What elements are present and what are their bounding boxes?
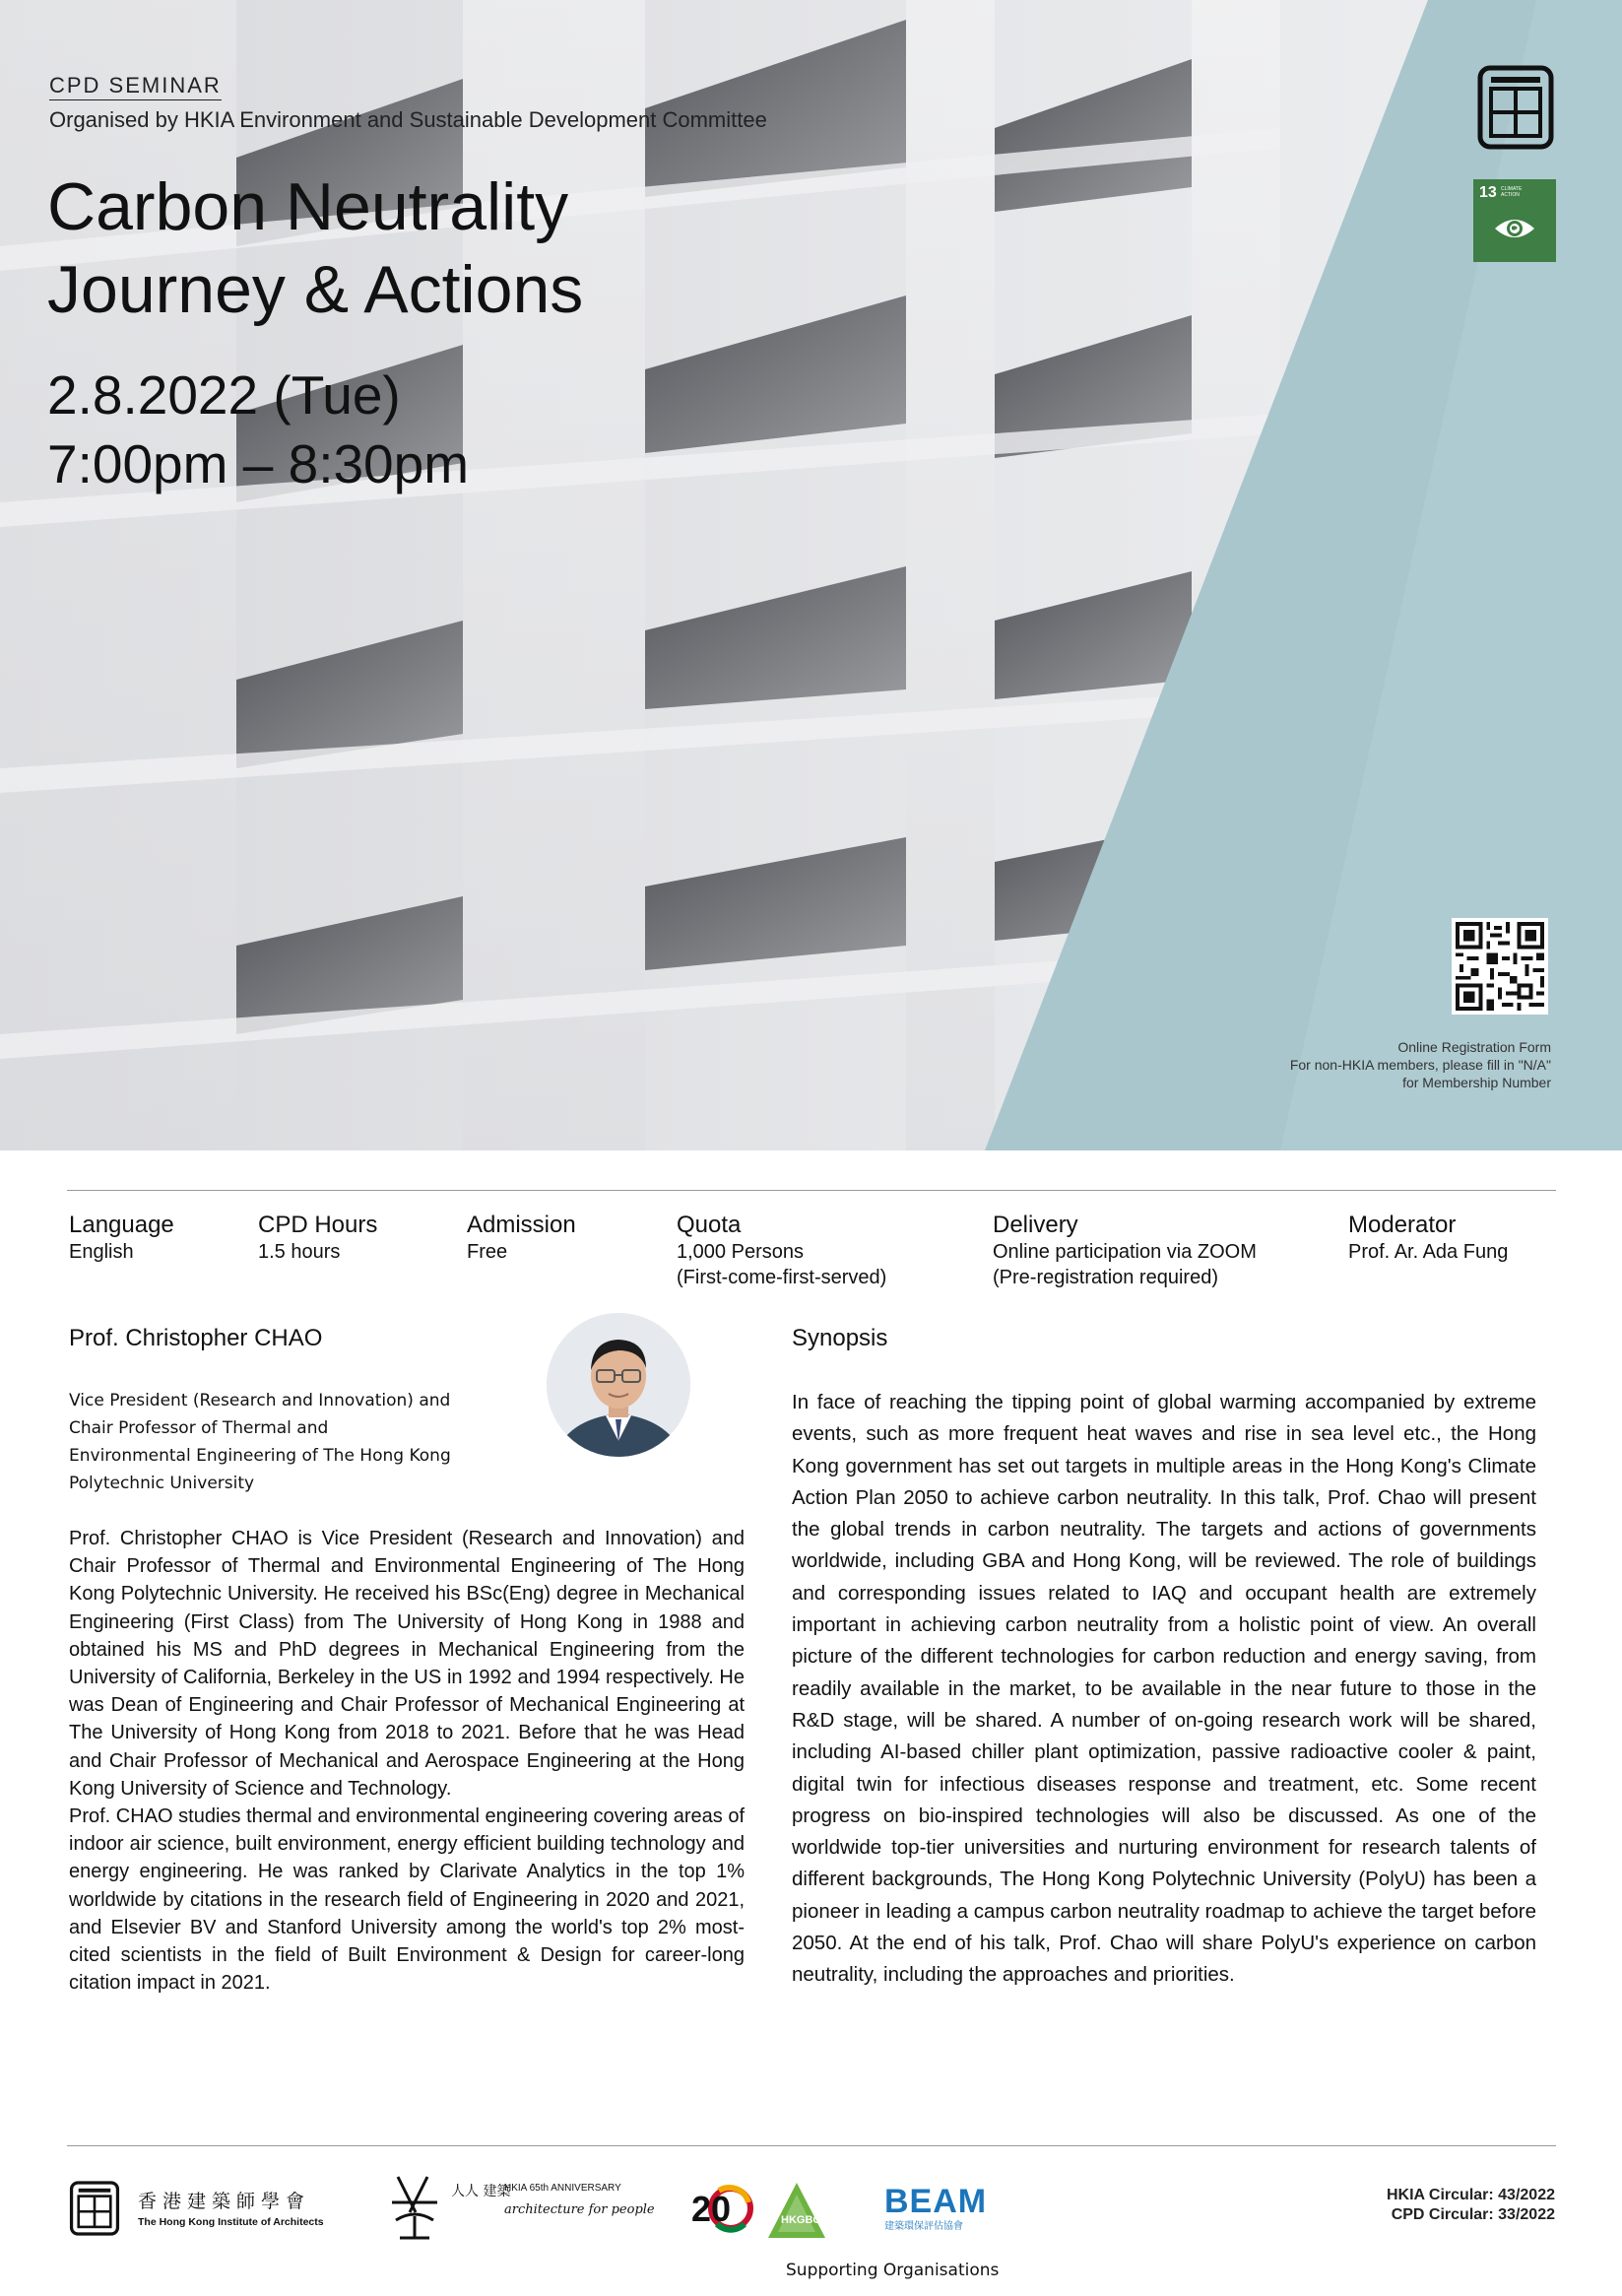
speaker-role-line: Environmental Engineering of The Hong Kong [69, 1446, 451, 1466]
anniversary-mark-icon [386, 2173, 443, 2242]
registration-note [1290, 1038, 1551, 1091]
anniversary-chinese: 人人 建築 [451, 2184, 511, 2199]
info-label: Quota [677, 1212, 742, 1238]
speaker-portrait-icon [547, 1313, 690, 1457]
eye-globe-icon [1493, 215, 1536, 242]
cpd-circular: CPD Circular: 33/2022 [1391, 2206, 1555, 2223]
info-language [69, 1212, 174, 1265]
circular-numbers [1387, 2186, 1555, 2225]
twenty-anniversary-logo [689, 2179, 754, 2242]
info-note: (Pre-registration required) [993, 1267, 1218, 1288]
organiser-line: Organised by HKIA Environment and Sustainable Development Committee [49, 107, 767, 132]
sdg-13-badge [1473, 179, 1556, 262]
hkia-chinese-name: 香港建築師學會 [138, 2191, 311, 2212]
speaker-biography [69, 1525, 745, 1997]
info-value: English [69, 1241, 134, 1263]
event-date: 2.8.2022 (Tue) [47, 364, 401, 426]
speaker-role-line: Polytechnic University [69, 1474, 255, 1493]
speaker-role-line: Chair Professor of Thermal and [69, 1418, 329, 1438]
speaker-role-line: Vice President (Research and Innovation) and [69, 1391, 451, 1410]
hkia-seal-icon [69, 2181, 120, 2236]
divider-bottom [67, 2145, 1556, 2146]
registration-form-link[interactable]: Online Registration Form [1397, 1039, 1551, 1055]
beam-chinese: 建築環保評估協會 [884, 2221, 963, 2232]
anniversary-tagline: architecture for people [504, 2202, 655, 2217]
event-time: 7:00pm – 8:30pm [47, 433, 470, 494]
title-line-1: Carbon Neutrality [47, 169, 569, 244]
info-quota [677, 1212, 886, 1290]
info-label: Moderator [1348, 1212, 1457, 1238]
bio-paragraph: Prof. Christopher CHAO is Vice President (Research and Innovation) and Chair Professor of Thermal and Environmental Engineering of The Hong Kong Polytechnic University. He received his BSc(Eng) degree in Mechanical Engineering (First Class) from The University of Hong Kong in 1988 and obtained his MS and PhD degrees in Mechanical Engineering from the University of California, Berkeley in the US in 1992 and 1994 respectively. He was Dean of Engineering and Chair Professor of Mechanical Engineering at The University of Hong Kong from 2018 to 2021. Before that he was Head and Chair Professor of Mechanical and Aerospace Engineering at the Hong Kong University of Science and Technology. [69, 1528, 745, 1800]
event-type-label: CPD SEMINAR [49, 73, 222, 100]
info-label: CPD Hours [258, 1212, 378, 1238]
hkgbc-text: HKGBC [781, 2214, 821, 2226]
speaker-name: Prof. Christopher CHAO [69, 1325, 323, 1351]
hkia-seal-icon [1477, 65, 1554, 150]
sdg-number: 13 [1479, 184, 1497, 201]
speaker-role [69, 1387, 532, 1497]
hkgbc-triangle-icon [766, 2181, 827, 2242]
info-value: Prof. Ar. Ada Fung [1348, 1241, 1509, 1263]
info-label: Admission [467, 1212, 576, 1238]
info-cpd-hours [258, 1212, 377, 1265]
info-value: 1,000 Persons [677, 1241, 804, 1263]
hkia-english-name: The Hong Kong Institute of Architects [138, 2216, 324, 2228]
hkia-65th-anniversary-logo [386, 2173, 655, 2242]
event-title [47, 165, 583, 331]
registration-note-line-2: For non-HKIA members, please fill in "N/A" [1289, 1057, 1551, 1073]
hkgbc-logo [766, 2181, 827, 2242]
info-admission [467, 1212, 576, 1265]
sdg-label: CLIMATE ACTION [1501, 186, 1523, 198]
bio-paragraph: Prof. CHAO studies thermal and environmental engineering covering areas of indoor air science, built environment, energy efficient building technology and energy engineering. He was ranked by Clarivate Analytics in the top 1% worldwide by citations in the research field of Engineering in 2020 and 2021, and Elsevier BV and Stanford University among the world's top 2% most-cited scientists in the field of Built Environment & Design for career-long citation impact in 2021. [69, 1805, 745, 1995]
title-line-2: Journey & Actions [47, 252, 584, 327]
registration-qr-code[interactable] [1452, 918, 1548, 1015]
info-label: Delivery [993, 1212, 1078, 1238]
beam-wordmark: BEAM [884, 2183, 988, 2220]
info-value: Free [467, 1241, 508, 1263]
event-datetime [47, 361, 469, 498]
synopsis-heading: Synopsis [792, 1325, 888, 1351]
anniversary-title: HKIA 65th ANNIVERSARY [504, 2183, 621, 2194]
info-value: Online participation via ZOOM [993, 1241, 1257, 1263]
info-moderator [1348, 1212, 1508, 1265]
divider-top [67, 1190, 1556, 1191]
info-note: (First-come-first-served) [677, 1267, 887, 1288]
info-value: 1.5 hours [258, 1241, 341, 1263]
beam-logo [884, 2183, 993, 2242]
hkia-logo [69, 2181, 355, 2236]
info-delivery [993, 1212, 1257, 1290]
speaker-photo [547, 1313, 690, 1457]
info-label: Language [69, 1212, 174, 1238]
supporting-organisations-label: Supporting Organisations [786, 2261, 1000, 2280]
registration-note-line-3: for Membership Number [1402, 1075, 1551, 1090]
twenty-numeral: 20 [691, 2189, 732, 2229]
hkia-circular: HKIA Circular: 43/2022 [1386, 2187, 1555, 2203]
synopsis-text: In face of reaching the tipping point of global warming accompanied by extreme events, such as more frequent heat waves and rise in sea level etc., the Hong Kong government has set out targets in multiple areas in the Hong Kong's Climate Action Plan 2050 to achieve carbon neutrality. In this talk, Prof. Chao will present the global trends in carbon neutrality. The targets and actions of governments worldwide, including GBA and Hong Kong, will be reviewed. The role of buildings and corresponding issues related to IAQ and occupant health are extremely important in achieving carbon neutrality from a holistic point of view. An overall picture of the different technologies for carbon reduction and energy saving, from readily available in the market, to be available in the near future to those in the R&D stage, will be shared. A number of on-going research work will be shared, including AI-based chiller plant optimization, passive radioactive cooler & paint, digital twin for infectious diseases response and treatment, etc. Some recent progress on bio-inspired technologies will also be discussed. As one of the worldwide top-tier universities and nurturing environment for research talents of different backgrounds, The Hong Kong Polytechnic University (PolyU) has been a pioneer in leading a campus carbon neutrality roadmap to achieve the target before 2050. At the end of his talk, Prof. Chao will share PolyU's experience on carbon neutrality, including the approaches and priorities. [792, 1391, 1536, 1987]
